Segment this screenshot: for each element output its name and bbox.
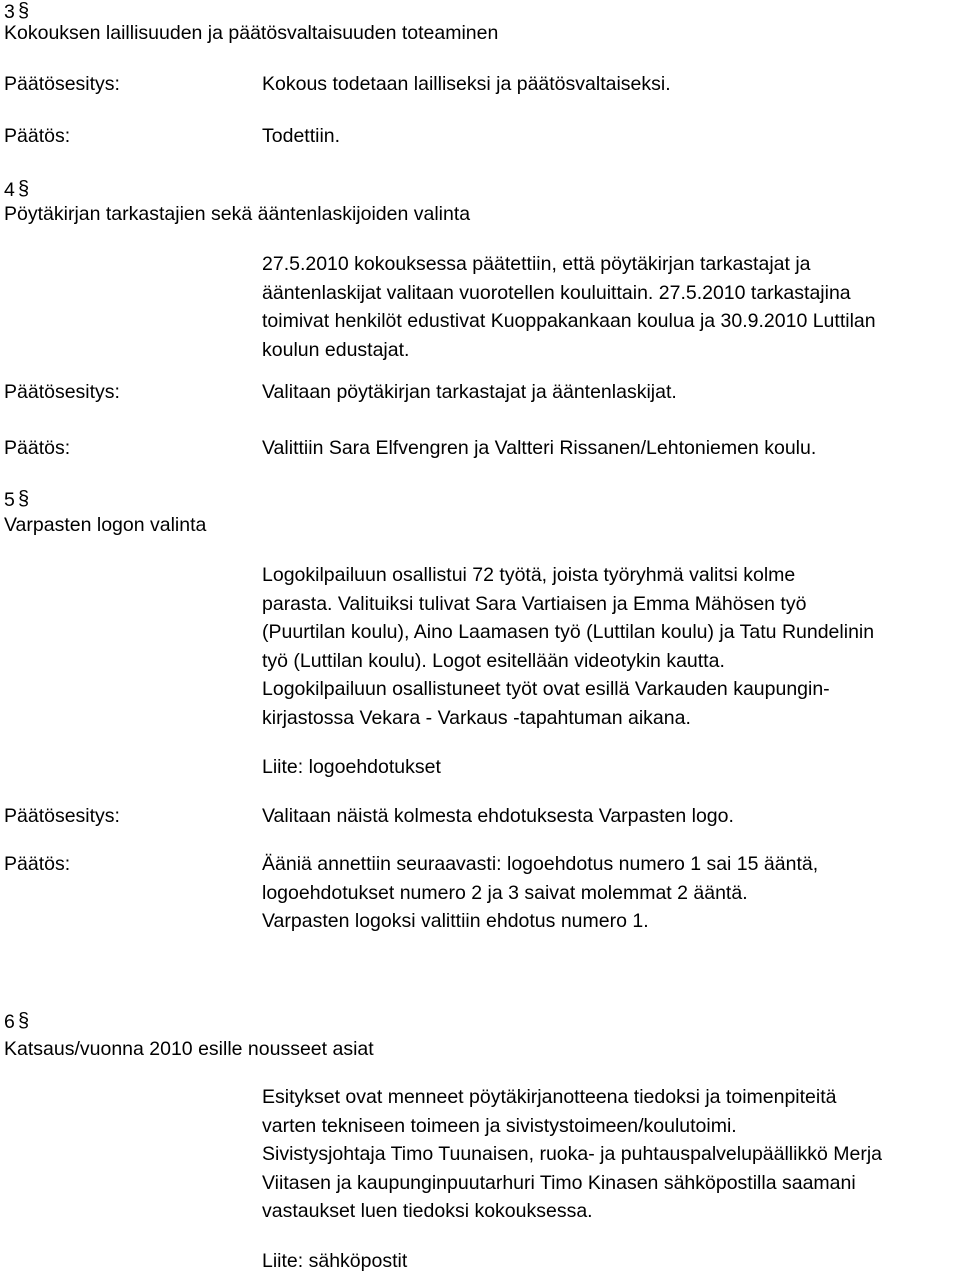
- proposal-text: Valitaan pöytäkirjan tarkastajat ja ääntenlaskijat.: [262, 381, 677, 403]
- proposal-label: Päätösesitys:: [4, 73, 120, 95]
- decision-line: logoehdotukset numero 2 ja 3 saivat molemmat 2 ääntä.: [262, 881, 748, 904]
- intro-line: 27.5.2010 kokouksessa päätettiin, että pöytäkirjan tarkastajat ja: [262, 253, 811, 275]
- section-sign-icon: [18, 1010, 32, 1038]
- intro-line: ääntenlaskijat valitaan vuorotellen kouluittain. 27.5.2010 tarkastajina: [262, 281, 851, 304]
- svg-text:§: §: [17, 0, 29, 22]
- decision-line: Ääniä annettiin seuraavasti: logoehdotus numero 1 sai 15 ääntä,: [262, 853, 819, 875]
- svg-text:§: §: [17, 1010, 29, 1032]
- decision-label: Päätös:: [4, 853, 71, 875]
- proposal-text: Kokous todetaan lailliseksi ja päätösvaltaiseksi.: [262, 73, 671, 95]
- section-number: 4 §: [4, 178, 32, 206]
- decision-text: Valittiin Sara Elfvengren ja Valtteri Rissanen/Lehtoniemen koulu.: [262, 437, 817, 459]
- section-title: Varpasten logon valinta: [4, 514, 207, 536]
- section-title: Kokouksen laillisuuden ja päätösvaltaisuuden toteaminen: [4, 22, 499, 44]
- section-title: Pöytäkirjan tarkastajien sekä ääntenlaskijoiden valinta: [4, 203, 471, 225]
- intro-line: Sivistysjohtaja Timo Tuunaisen, ruoka- ja puhtauspalvelupäällikkö Merja: [262, 1143, 882, 1165]
- intro-line: Logokilpailuun osallistui 72 työtä, joista työryhmä valitsi kolme: [262, 564, 796, 586]
- decision-label: Päätös:: [4, 437, 71, 459]
- svg-text:§: §: [17, 178, 29, 200]
- section-number: 5 §: [4, 488, 32, 516]
- section-intro: [262, 1083, 882, 1226]
- intro-line: Viitasen ja kaupunginpuutarhuri Timo Kinasen sähköpostilla saamani: [262, 1171, 856, 1194]
- intro-line: (Puurtilan koulu), Aino Laamasen työ (Luttilan koulu) ja Tatu Rundelinin: [262, 621, 875, 643]
- proposal-label: Päätösesitys:: [4, 381, 120, 403]
- decision-text: Todettiin.: [262, 125, 341, 147]
- intro-line: varten tekniseen toimeen ja sivistystoimeen/koulutoimi.: [262, 1114, 737, 1137]
- decision-line: Varpasten logoksi valittiin ehdotus numero 1.: [262, 910, 649, 932]
- intro-line: vastaukset luen tiedoksi kokouksessa.: [262, 1200, 593, 1222]
- intro-line: kirjastossa Vekara - Varkaus -tapahtuman aikana.: [262, 706, 691, 729]
- decision-text: [262, 850, 818, 936]
- intro-line: Esitykset ovat menneet pöytäkirjanotteena tiedoksi ja toimenpiteitä: [262, 1086, 837, 1108]
- intro-line: koulun edustajat.: [262, 338, 410, 361]
- intro-line: parasta. Valituiksi tulivat Sara Vartiaisen ja Emma Mähösen työ: [262, 592, 807, 615]
- decision-label: Päätös:: [4, 125, 71, 147]
- intro-line: työ (Luttilan koulu). Logot esitellään videotykin kautta.: [262, 649, 725, 672]
- section-number: 6 §: [4, 1010, 32, 1038]
- intro-line: Logokilpailuun osallistuneet työt ovat esillä Varkauden kaupungin-: [262, 678, 830, 700]
- proposal-text: Valitaan näistä kolmesta ehdotuksesta Varpasten logo.: [262, 805, 734, 827]
- attachment-note: Liite: sähköpostit: [262, 1250, 408, 1272]
- section-number: 3 §: [4, 0, 32, 28]
- section-title: Katsaus/vuonna 2010 esille nousseet asiat: [4, 1038, 374, 1060]
- section-intro: [262, 250, 876, 364]
- attachment-note: Liite: logoehdotukset: [262, 756, 441, 778]
- section-intro: [262, 561, 874, 732]
- svg-text:§: §: [17, 488, 29, 510]
- proposal-label: Päätösesitys:: [4, 805, 120, 827]
- intro-line: toimivat henkilöt edustivat Kuoppakankaan koulua ja 30.9.2010 Luttilan: [262, 310, 876, 332]
